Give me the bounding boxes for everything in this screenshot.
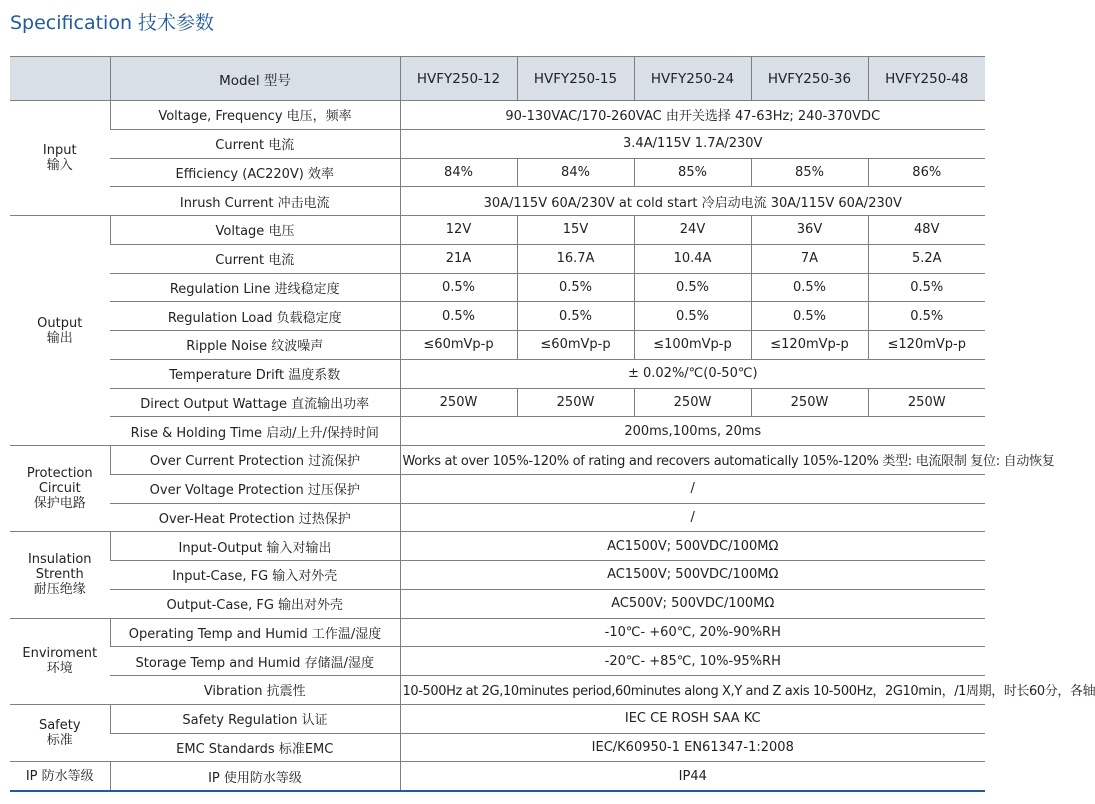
- row-label: Temperature Drift 温度系数: [110, 359, 400, 388]
- cell-value: ≤120mVp-p: [751, 331, 868, 360]
- header-model-4: HVFY250-36: [751, 57, 868, 101]
- table-row: [10, 129, 985, 158]
- row-value: /: [400, 503, 985, 532]
- row-value: 30A/115V 60A/230V at cold start 冷启动电流 30A/115V 60A/230V: [400, 187, 985, 216]
- header-model-3: HVFY250-24: [634, 57, 751, 101]
- row-value: AC1500V; 500VDC/100MΩ: [400, 561, 985, 590]
- group-output-label: Output 输出: [10, 216, 110, 446]
- table-row: [10, 273, 985, 302]
- cell-value: 5.2A: [868, 244, 985, 273]
- header-model-1: HVFY250-12: [400, 57, 517, 101]
- page-title: Specification 技术参数: [10, 12, 215, 34]
- spec-table: [10, 56, 1095, 792]
- row-value: AC1500V; 500VDC/100MΩ: [400, 532, 985, 561]
- cell-value: 86%: [868, 158, 985, 187]
- table-row: [10, 388, 985, 417]
- row-value: IP44: [400, 762, 985, 791]
- row-value: IEC CE ROSH SAA KC: [400, 704, 985, 733]
- row-label: Over Voltage Protection 过压保护: [110, 474, 400, 503]
- table-row: [10, 589, 985, 618]
- table-row: [10, 244, 985, 273]
- row-label: Regulation Line 进线稳定度: [110, 273, 400, 302]
- row-value: IEC/K60950-1 EN61347-1:2008: [400, 733, 985, 762]
- cell-value: 84%: [400, 158, 517, 187]
- table-row: [10, 647, 985, 676]
- cell-value: 16.7A: [517, 244, 634, 273]
- cell-value: 0.5%: [400, 302, 517, 331]
- row-value: ± 0.02%/℃(0-50℃): [400, 359, 985, 388]
- cell-value: ≤120mVp-p: [868, 331, 985, 360]
- row-label: Input-Case, FG 输入对外壳: [110, 561, 400, 590]
- cell-value: 250W: [751, 388, 868, 417]
- table-header-row: [10, 57, 985, 101]
- table-row: [10, 302, 985, 331]
- cell-value: 250W: [517, 388, 634, 417]
- table-row: [10, 676, 985, 705]
- row-label: Regulation Load 负载稳定度: [110, 302, 400, 331]
- table-row: [10, 704, 985, 733]
- cell-value: 0.5%: [868, 273, 985, 302]
- cell-value: 21A: [400, 244, 517, 273]
- row-label: Inrush Current 冲击电流: [110, 187, 400, 216]
- table-row: [10, 101, 985, 130]
- row-label: Input-Output 输入对输出: [110, 532, 400, 561]
- table-row: [10, 331, 985, 360]
- row-value: Works at over 105%-120% of rating and recovers automatically 105%-120% 类型: 电流限制 复位: 自动恢复: [400, 446, 985, 475]
- row-label: Output-Case, FG 输出对外壳: [110, 589, 400, 618]
- row-label: Direct Output Wattage 直流输出功率: [110, 388, 400, 417]
- cell-value: 250W: [868, 388, 985, 417]
- cell-value: 0.5%: [517, 273, 634, 302]
- table-row: [10, 216, 985, 245]
- row-label: Efficiency (AC220V) 效率: [110, 158, 400, 187]
- group-safety-label: Safety 标准: [10, 704, 110, 762]
- header-model-label: Model 型号: [110, 57, 400, 101]
- group-ip-label: IP 防水等级: [10, 762, 110, 791]
- cell-value: ≤60mVp-p: [400, 331, 517, 360]
- row-label: Voltage, Frequency 电压，频率: [110, 101, 400, 130]
- row-value: 200ms,100ms, 20ms: [400, 417, 985, 446]
- cell-value: 0.5%: [634, 302, 751, 331]
- cell-value: 10.4A: [634, 244, 751, 273]
- row-label: Safety Regulation 认证: [110, 704, 400, 733]
- cell-value: 84%: [517, 158, 634, 187]
- row-value: -20℃- +85℃, 10%-95%RH: [400, 647, 985, 676]
- cell-value: 0.5%: [751, 273, 868, 302]
- cell-value: 0.5%: [634, 273, 751, 302]
- row-value: /: [400, 474, 985, 503]
- cell-value: 0.5%: [517, 302, 634, 331]
- row-value: AC500V; 500VDC/100MΩ: [400, 589, 985, 618]
- cell-value: 0.5%: [868, 302, 985, 331]
- table-row: [10, 733, 985, 762]
- row-label: Over Current Protection 过流保护: [110, 446, 400, 475]
- cell-value: 85%: [751, 158, 868, 187]
- cell-value: 85%: [634, 158, 751, 187]
- row-label: Over-Heat Protection 过热保护: [110, 503, 400, 532]
- table-row: [10, 359, 985, 388]
- table-row: [10, 561, 985, 590]
- row-label: Current 电流: [110, 129, 400, 158]
- table-row: [10, 762, 985, 791]
- row-label: Ripple Noise 纹波噪声: [110, 331, 400, 360]
- header-model-2: HVFY250-15: [517, 57, 634, 101]
- cell-value: 0.5%: [751, 302, 868, 331]
- cell-value: 250W: [634, 388, 751, 417]
- row-label: IP 使用防水等级: [110, 762, 400, 791]
- row-label: Operating Temp and Humid 工作温/湿度: [110, 618, 400, 647]
- row-label: Current 电流: [110, 244, 400, 273]
- group-input-label: Input 输入: [10, 101, 110, 216]
- table-row: [10, 618, 985, 647]
- cell-value: 15V: [517, 216, 634, 245]
- table-row: [10, 474, 985, 503]
- table-row: [10, 503, 985, 532]
- cell-value: 36V: [751, 216, 868, 245]
- row-label: EMC Standards 标准EMC: [110, 733, 400, 762]
- row-value: 3.4A/115V 1.7A/230V: [400, 129, 985, 158]
- cell-value: 7A: [751, 244, 868, 273]
- table-row: [10, 158, 985, 187]
- row-value: 90-130VAC/170-260VAC 由开关选择 47-63Hz; 240-370VDC: [400, 101, 985, 130]
- cell-value: 250W: [400, 388, 517, 417]
- cell-value: ≤100mVp-p: [634, 331, 751, 360]
- table-row: [10, 532, 985, 561]
- cell-value: 0.5%: [400, 273, 517, 302]
- row-label: Rise & Holding Time 启动/上升/保持时间: [110, 417, 400, 446]
- cell-value: 12V: [400, 216, 517, 245]
- group-environment-label: Enviroment 环境: [10, 618, 110, 704]
- group-protection-label: Protection Circuit 保护电路: [10, 446, 110, 532]
- row-label: Storage Temp and Humid 存储温/湿度: [110, 647, 400, 676]
- header-blank: [10, 57, 110, 101]
- header-model-5: HVFY250-48: [868, 57, 985, 101]
- table-row: [10, 417, 985, 446]
- row-value: 10-500Hz at 2G,10minutes period,60minutes along X,Y and Z axis 10-500Hz，2G10min，/1周期，时长60分，各轴: [400, 676, 985, 705]
- row-label: Voltage 电压: [110, 216, 400, 245]
- cell-value: 24V: [634, 216, 751, 245]
- table-row: [10, 187, 985, 216]
- cell-value: 48V: [868, 216, 985, 245]
- group-insulation-label: Insulation Strenth 耐压绝缘: [10, 532, 110, 618]
- row-value: -10℃- +60℃, 20%-90%RH: [400, 618, 985, 647]
- row-label: Vibration 抗震性: [110, 676, 400, 705]
- table-row: [10, 446, 985, 475]
- cell-value: ≤60mVp-p: [517, 331, 634, 360]
